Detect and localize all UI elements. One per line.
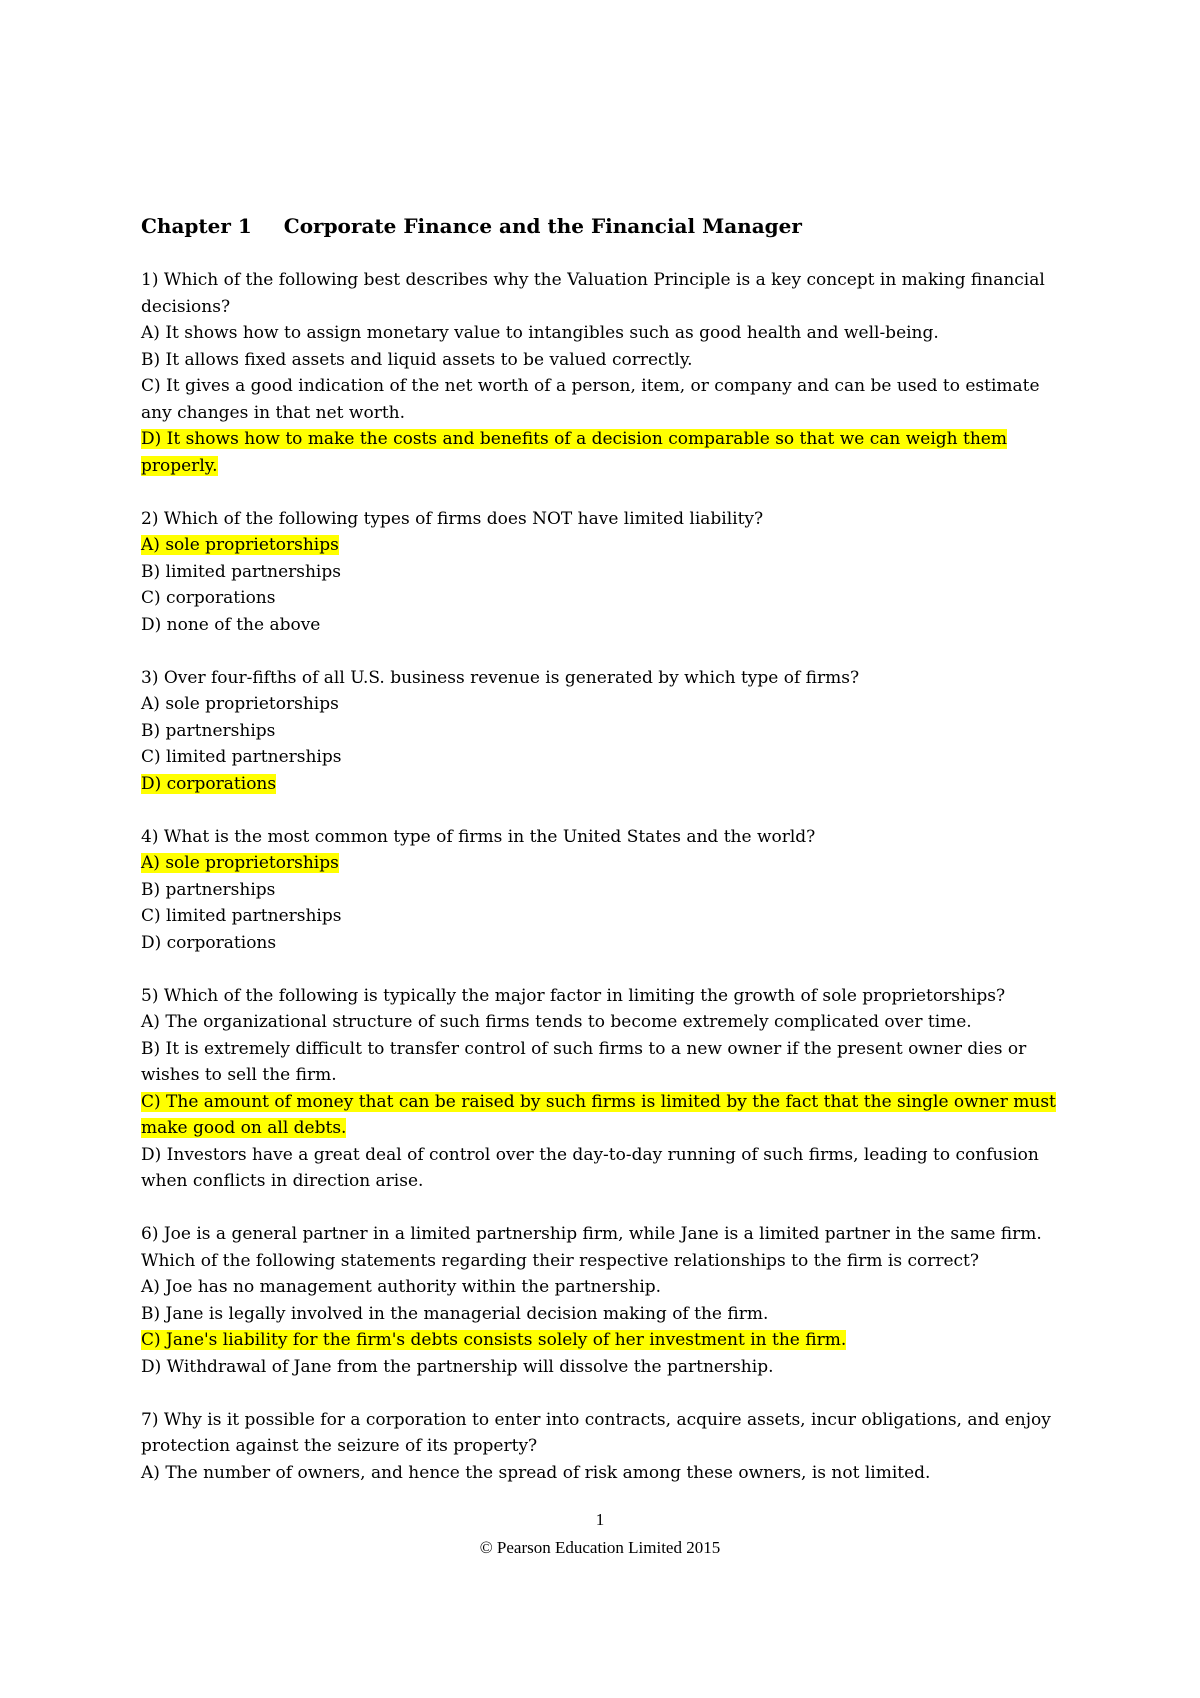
- question-block: [141, 1221, 1071, 1380]
- line-text: B) partnerships: [141, 720, 276, 741]
- answer-line: [141, 453, 1071, 480]
- line-text: C) limited partnerships: [141, 906, 342, 926]
- answer-line: [141, 1274, 1071, 1301]
- line-text: B) It allows fixed assets and liquid assets to be valued correctly.: [141, 349, 693, 370]
- line-text: decisions?: [141, 296, 231, 317]
- chapter-heading: [141, 212, 1071, 240]
- line-text: A) The organizational structure of such firms tends to become extremely complicated over time.: [141, 1012, 972, 1032]
- answer-line: [141, 930, 1071, 957]
- line-text: C) limited partnerships: [141, 747, 342, 767]
- question-block: [141, 665, 1071, 798]
- answer-line: [141, 1460, 1071, 1487]
- question-text: [141, 983, 1071, 1010]
- highlighted-answer-text: D) It shows how to make the costs and benefits of a decision comparable so that we can weigh them: [141, 429, 1007, 449]
- line-text: A) Joe has no management authority within the partnership.: [141, 1277, 662, 1297]
- chapter-label: Chapter 1: [141, 214, 252, 238]
- line-text: 7) Why is it possible for a corporation to enter into contracts, acquire assets, incur obligations, and enjoy: [141, 1409, 1051, 1430]
- chapter-title: Corporate Finance and the Financial Manager: [283, 214, 802, 238]
- line-text: when conflicts in direction arise.: [141, 1171, 424, 1191]
- line-text: A) sole proprietorships: [141, 694, 339, 714]
- highlighted-answer-text: C) The amount of money that can be raised by such firms is limited by the fact that the single owner must: [141, 1091, 1056, 1112]
- line-text: 3) Over four-fifths of all U.S. business revenue is generated by which type of firms?: [141, 667, 860, 688]
- line-text: wishes to sell the firm.: [141, 1065, 337, 1085]
- answer-line: [141, 585, 1071, 612]
- line-text: D) corporations: [141, 932, 277, 953]
- highlighted-answer-text: A) sole proprietorships: [141, 535, 339, 555]
- copyright-notice: © Pearson Education Limited 2015: [479, 1538, 721, 1557]
- question-text: [141, 506, 1071, 533]
- answer-line: [141, 347, 1071, 374]
- line-text: B) partnerships: [141, 879, 276, 900]
- highlighted-answer-text: properly.: [141, 455, 218, 476]
- line-text: D) Withdrawal of Jane from the partnership will dissolve the partnership.: [141, 1356, 774, 1377]
- question-text: [141, 1221, 1071, 1248]
- answer-line: [141, 691, 1071, 718]
- answer-line: [141, 1062, 1071, 1089]
- answer-line: [141, 1009, 1071, 1036]
- line-text: protection against the seizure of its property?: [141, 1436, 538, 1456]
- line-text: C) It gives a good indication of the net worth of a person, item, or company and can be used to estimate: [141, 376, 1040, 396]
- highlighted-answer-text: D) corporations: [141, 773, 277, 794]
- answer-line: [141, 320, 1071, 347]
- answer-line: [141, 877, 1071, 904]
- answer-line: [141, 426, 1071, 453]
- answer-line: [141, 1036, 1071, 1063]
- highlighted-answer-text: A) sole proprietorships: [141, 853, 339, 873]
- question-block: [141, 267, 1071, 479]
- line-text: 2) Which of the following types of firms does NOT have limited liability?: [141, 508, 764, 529]
- line-text: A) It shows how to assign monetary value to intangibles such as good health and well-being.: [141, 323, 939, 343]
- line-text: 5) Which of the following is typically the major factor in limiting the growth of sole proprietorships?: [141, 985, 1006, 1006]
- answer-line: [141, 744, 1071, 771]
- answer-line: [141, 373, 1071, 400]
- answer-line: [141, 294, 1071, 321]
- question-block: [141, 824, 1071, 957]
- answer-line: [141, 559, 1071, 586]
- highlighted-answer-text: C) Jane's liability for the firm's debts consists solely of her investment in the firm.: [141, 1330, 847, 1350]
- line-text: B) Jane is legally involved in the managerial decision making of the firm.: [141, 1303, 769, 1324]
- question-list: [141, 267, 1071, 1486]
- answer-line: [141, 771, 1071, 798]
- answer-line: [141, 1168, 1071, 1195]
- line-text: 4) What is the most common type of firms in the United States and the world?: [141, 826, 816, 847]
- answer-line: [141, 718, 1071, 745]
- line-text: B) It is extremely difficult to transfer control of such firms to a new owner if the present owner dies or: [141, 1038, 1027, 1059]
- page-content: [141, 212, 1071, 1513]
- line-text: 6) Joe is a general partner in a limited partnership firm, while Jane is a limited partner in the same firm.: [141, 1224, 1042, 1244]
- question-text: [141, 267, 1071, 294]
- highlighted-answer-text: make good on all debts.: [141, 1118, 347, 1138]
- line-text: D) Investors have a great deal of control over the day-to-day running of such firms, leading to confusion: [141, 1144, 1039, 1165]
- line-text: A) The number of owners, and hence the spread of risk among these owners, is not limited.: [141, 1462, 931, 1483]
- answer-line: [141, 532, 1071, 559]
- answer-line: [141, 1301, 1071, 1328]
- question-block: [141, 1407, 1071, 1487]
- answer-line: [141, 400, 1071, 427]
- question-block: [141, 983, 1071, 1195]
- answer-line: [141, 903, 1071, 930]
- answer-line: [141, 1115, 1071, 1142]
- page-number: 1: [595, 1510, 605, 1529]
- line-text: D) none of the above: [141, 614, 321, 635]
- line-text: 1) Which of the following best describes why the Valuation Principle is a key concept in making financial: [141, 270, 1045, 290]
- answer-line: [141, 1354, 1071, 1381]
- answer-line: [141, 1248, 1071, 1275]
- answer-line: [141, 1327, 1071, 1354]
- question-text: [141, 824, 1071, 851]
- answer-line: [141, 850, 1071, 877]
- answer-line: [141, 1089, 1071, 1116]
- question-block: [141, 506, 1071, 639]
- question-text: [141, 665, 1071, 692]
- line-text: any changes in that net worth.: [141, 402, 405, 423]
- line-text: B) limited partnerships: [141, 561, 341, 582]
- question-text: [141, 1407, 1071, 1434]
- line-text: C) corporations: [141, 588, 276, 608]
- answer-line: [141, 1433, 1071, 1460]
- line-text: Which of the following statements regarding their respective relationships to the firm is correct?: [141, 1250, 979, 1271]
- answer-line: [141, 612, 1071, 639]
- answer-line: [141, 1142, 1071, 1169]
